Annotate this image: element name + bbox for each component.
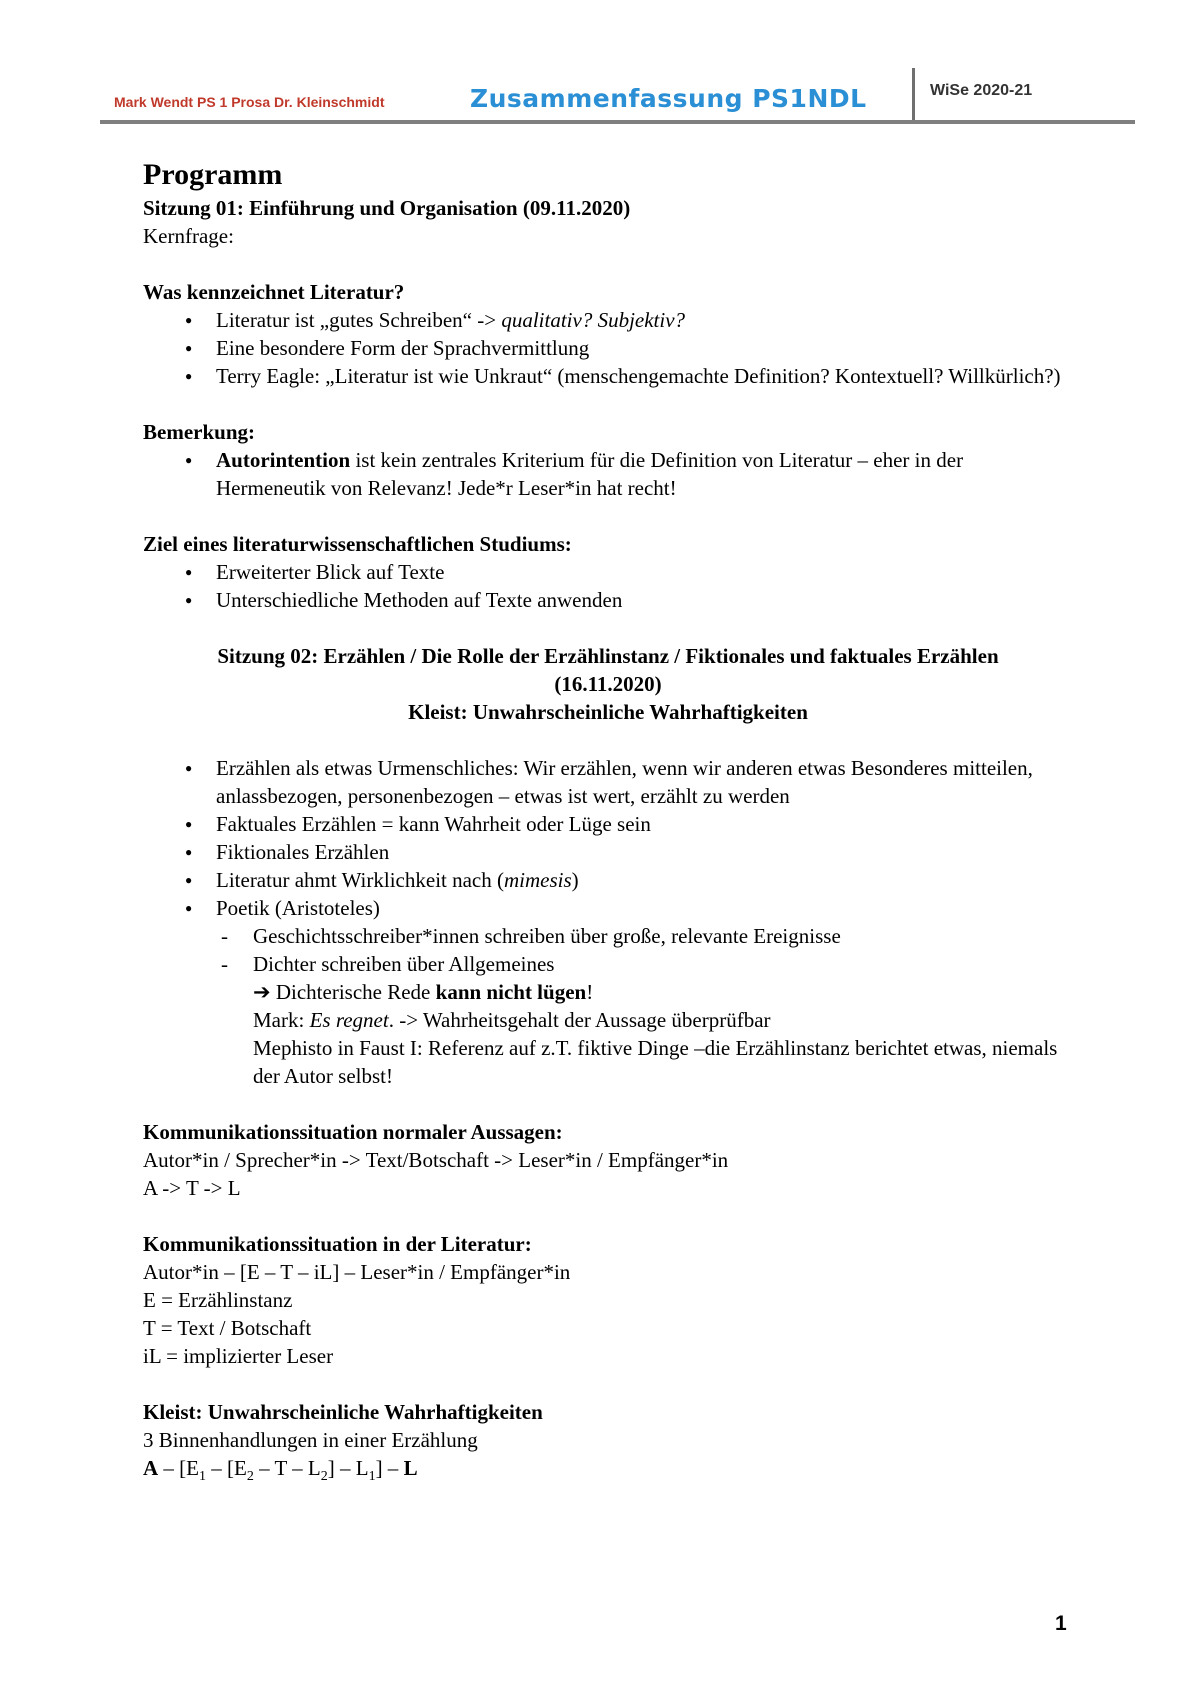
list-item: ● Unterschiedliche Methoden auf Texte anwenden — [143, 586, 1073, 614]
remark-list — [143, 446, 1073, 502]
list-item: ● Fiktionales Erzählen — [143, 838, 1073, 866]
page-heading: Programm — [143, 158, 283, 191]
mark-example: Mark: Es regnet. -> Wahrheitsgehalt der Aussage überprüfbar — [253, 1008, 771, 1032]
kleist-formula: A – [$E_1 - [E_2$ – T – $L_2] - L_1$] – L — [143, 1456, 418, 1485]
header-semester: WiSe 2020-21 — [930, 82, 1033, 99]
communication-literature-line: T = Text / Botschaft — [143, 1316, 312, 1340]
kleist-title: Kleist: Unwahrscheinliche Wahrhaftigkeiten — [143, 1400, 543, 1424]
sub-list-item: - Dichter schreiben über Allgemeines — [143, 950, 1073, 978]
document-body — [143, 156, 1073, 1485]
goal-list — [143, 558, 1073, 614]
list-item: ● Poetik (Aristoteles) — [143, 894, 1073, 922]
list-item: ● Terry Eagle: „Literatur ist wie Unkraut“ (menschengemachte Definition? Kontextuell? Willkürlich?) — [143, 362, 1073, 390]
page-number: 1 — [1055, 1612, 1067, 1635]
communication-normal-line: Autor*in / Sprecher*in -> Text/Botschaft -> Leser*in / Empfänger*in — [143, 1148, 729, 1172]
arrow-icon: ➔ — [253, 980, 271, 1004]
header-divider — [912, 68, 915, 122]
question-list — [143, 306, 1073, 390]
session2-list — [143, 754, 1073, 922]
remark-title: Bemerkung: — [143, 420, 255, 444]
goal-title: Ziel eines literaturwissenschaftlichen Studiums: — [143, 532, 572, 556]
kernfrage-label: Kernfrage: — [143, 224, 234, 248]
communication-literature-title: Kommunikationssituation in der Literatur: — [143, 1232, 532, 1256]
header-rule — [100, 120, 1135, 124]
communication-normal-formula: A -> T -> L — [143, 1176, 241, 1200]
mephisto-example: Mephisto in Faust I: Referenz auf z.T. fiktive Dinge –die Erzählinstanz berichtet etwas, niemals der Autor selbst! — [253, 1036, 1058, 1088]
communication-literature-line: iL = implizierter Leser — [143, 1344, 334, 1368]
question-title: Was kennzeichnet Literatur? — [143, 280, 405, 304]
communication-literature-line: Autor*in – [E – T – iL] – Leser*in / Empfänger*in — [143, 1260, 571, 1284]
session1-title: Sitzung 01: Einführung und Organisation (09.11.2020) — [143, 196, 631, 220]
list-item: ● Faktuales Erzählen = kann Wahrheit oder Lüge sein — [143, 810, 1073, 838]
session2-date: (16.11.2020) — [554, 672, 662, 696]
poetik-sublist — [143, 922, 1073, 978]
kleist-line: 3 Binnenhandlungen in einer Erzählung — [143, 1428, 478, 1452]
communication-normal-title: Kommunikationssituation normaler Aussagen: — [143, 1120, 563, 1144]
session2-subtitle: Kleist: Unwahrscheinliche Wahrhaftigkeiten — [408, 700, 808, 724]
header-author-course: Mark Wendt PS 1 Prosa Dr. Kleinschmidt — [114, 94, 385, 110]
header-title: Zusammenfassung PS1NDL — [470, 84, 867, 113]
list-item: ● Eine besondere Form der Sprachvermittlung — [143, 334, 1073, 362]
list-item: ● Autorintention ist kein zentrales Kriterium für die Definition von Literatur – eher in der Hermeneutik von Relevanz! Jede*r Leser*in hat recht! — [143, 446, 1073, 502]
sub-list-item: - Geschichtsschreiber*innen schreiben über große, relevante Ereignisse — [143, 922, 1073, 950]
list-item: ● Erzählen als etwas Urmenschliches: Wir erzählen, wenn wir anderen etwas Besonderes mitteilen, anlassbezogen, personenbezogen – etwas ist wert, erzählt zu werden — [143, 754, 1073, 810]
list-item: ● Erweiterter Blick auf Texte — [143, 558, 1073, 586]
session2-title: Sitzung 02: Erzählen / Die Rolle der Erzählinstanz / Fiktionales und faktuales Erzählen — [217, 644, 999, 668]
poetry-statement: ➔ Dichterische Rede kann nicht lügen! — [253, 980, 594, 1004]
communication-literature-line: E = Erzählinstanz — [143, 1288, 293, 1312]
list-item: ● Literatur ahmt Wirklichkeit nach (mimesis) — [143, 866, 1073, 894]
page-header — [100, 60, 1135, 126]
list-item: ● Literatur ist „gutes Schreiben“ -> qualitativ? Subjektiv? — [143, 306, 1073, 334]
